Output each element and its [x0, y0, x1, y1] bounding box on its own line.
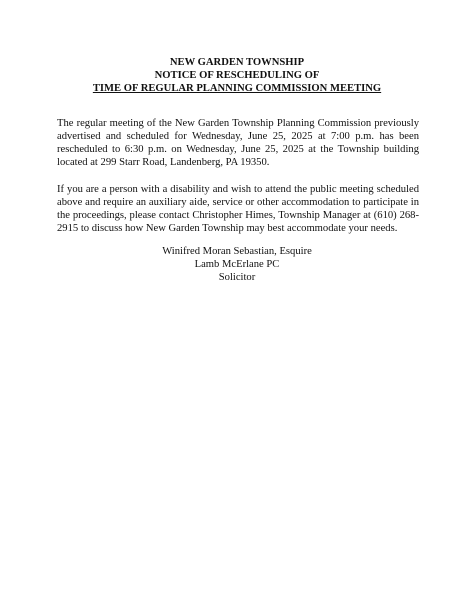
- signer-firm: Lamb McErlane PC: [194, 259, 280, 270]
- signer-role: Solicitor: [218, 272, 256, 283]
- township-name: NEW GARDEN TOWNSHIP: [169, 57, 305, 68]
- signer-name: Winifred Moran Sebastian, Esquire: [162, 246, 312, 257]
- notice-title: NOTICE OF RESCHEDULING OF: [154, 70, 320, 81]
- accessibility-paragraph: If you are a person with a disability and wish to attend the public meeting scheduled above and require an auxiliary aide, service or other accommodation to participate in the proceedings, please contact Christopher Himes, Township Manager at (610) 268-2915 to discuss how New Garden Township may best accommodate your needs.: [57, 184, 419, 235]
- notice-subtitle: TIME OF REGULAR PLANNING COMMISSION MEETING: [92, 83, 382, 94]
- notice-heading: [0, 56, 474, 95]
- signature-block: [0, 245, 474, 284]
- reschedule-paragraph: The regular meeting of the New Garden Township Planning Commission previously advertised and scheduled for Wednesday, June 25, 2025 at 7:00 p.m. has been rescheduled to 6:30 p.m. on Wednesday, June 25, 2025 at the Township building located at 299 Starr Road, Landenberg, PA 19350.: [57, 118, 419, 169]
